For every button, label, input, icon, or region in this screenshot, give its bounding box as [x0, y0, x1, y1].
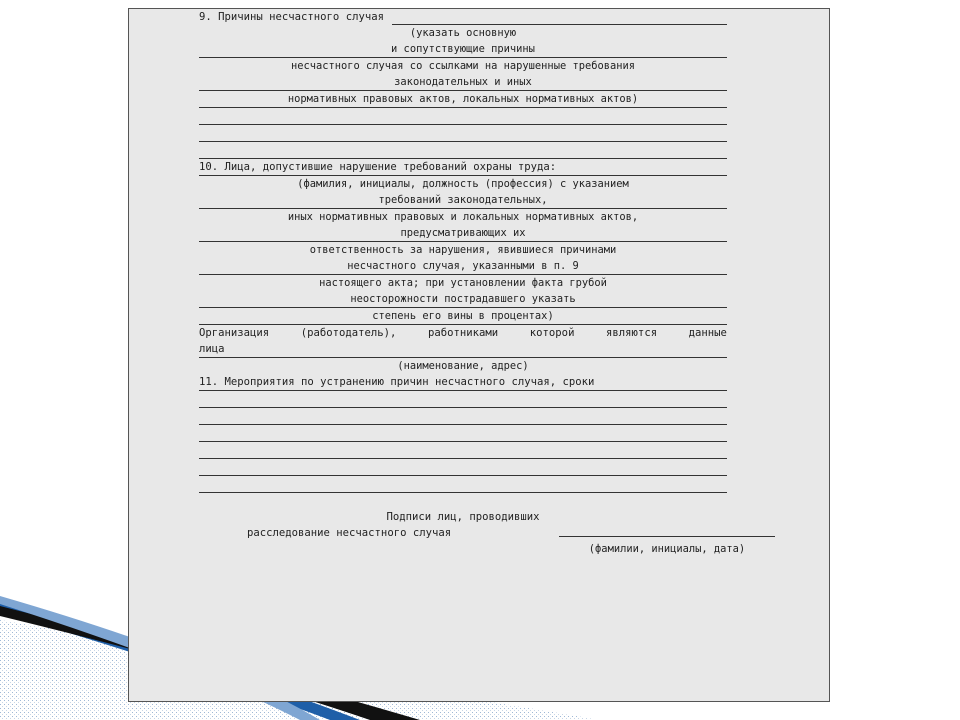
organization-word: являются [606, 327, 658, 339]
blank-line [199, 442, 727, 459]
section9-hint-5: нормативных правовых актов, локальных нормативных актов) [199, 91, 727, 108]
section9-title: 9. Причины несчастного случая [199, 11, 384, 23]
blank-line [199, 425, 727, 442]
section10-title: 10. Лица, допустившие нарушение требований охраны труда: [199, 159, 727, 176]
section11-title: 11. Мероприятия по устранению причин несчастного случая, сроки [199, 374, 727, 391]
blank-line [199, 459, 727, 476]
section10-hint-6: несчастного случая, указанными в п. 9 [199, 258, 727, 275]
organization-word: (работодатель), [300, 327, 397, 339]
signatures-fill-line [559, 536, 775, 537]
section10-hint-7: настоящего акта; при установлении факта грубой [319, 277, 607, 289]
signatures-label-2: расследование несчастного случая [247, 527, 452, 539]
signatures-hint-row [199, 541, 746, 557]
organization-word: данные [688, 327, 727, 339]
signatures-label-1: Подписи лиц, проводивших [386, 511, 540, 523]
section10-hint-2: требований законодательных, [199, 192, 727, 209]
organization-word: которой [529, 327, 575, 339]
section9-title-row [199, 9, 727, 25]
section9-hint-1: (указать основную [409, 27, 517, 39]
blank-line [199, 476, 727, 493]
organization-word: Организация [199, 327, 270, 339]
document-page [128, 8, 830, 702]
organization-hint: (наименование, адрес) [397, 360, 529, 372]
blank-line [199, 125, 727, 142]
section10-hint-5: ответственность за нарушения, явившиеся причинами [309, 244, 617, 256]
section10-hint-9: степень его вины в процентах) [199, 308, 727, 325]
organization-word: работниками [428, 327, 499, 339]
blank-line [199, 142, 727, 159]
blank-line [199, 391, 727, 408]
blank-line [199, 108, 727, 125]
section10-hint-1: (фамилия, инициалы, должность (профессия) с указанием [297, 178, 629, 190]
section10-hint-3: иных нормативных правовых и локальных нормативных актов, [287, 211, 639, 223]
organization-line-2: лица [199, 341, 727, 358]
section10-hint-8: неосторожности пострадавшего указать [199, 291, 727, 308]
section9-hint-3: несчастного случая со ссылками на нарушенные требования [290, 60, 636, 72]
document-content [199, 9, 746, 557]
section10-hint-4: предусматривающих их [199, 225, 727, 242]
section9-fill-line [392, 12, 727, 25]
section9-hint-2: и сопутствующие причины [199, 41, 727, 58]
signatures-hint: (фамилии, инициалы, дата) [588, 543, 746, 555]
signatures-row [199, 525, 727, 541]
section9-hint-4: законодательных и иных [199, 74, 727, 91]
spacer [199, 493, 727, 509]
blank-line [199, 408, 727, 425]
organization-line-1 [199, 325, 727, 341]
